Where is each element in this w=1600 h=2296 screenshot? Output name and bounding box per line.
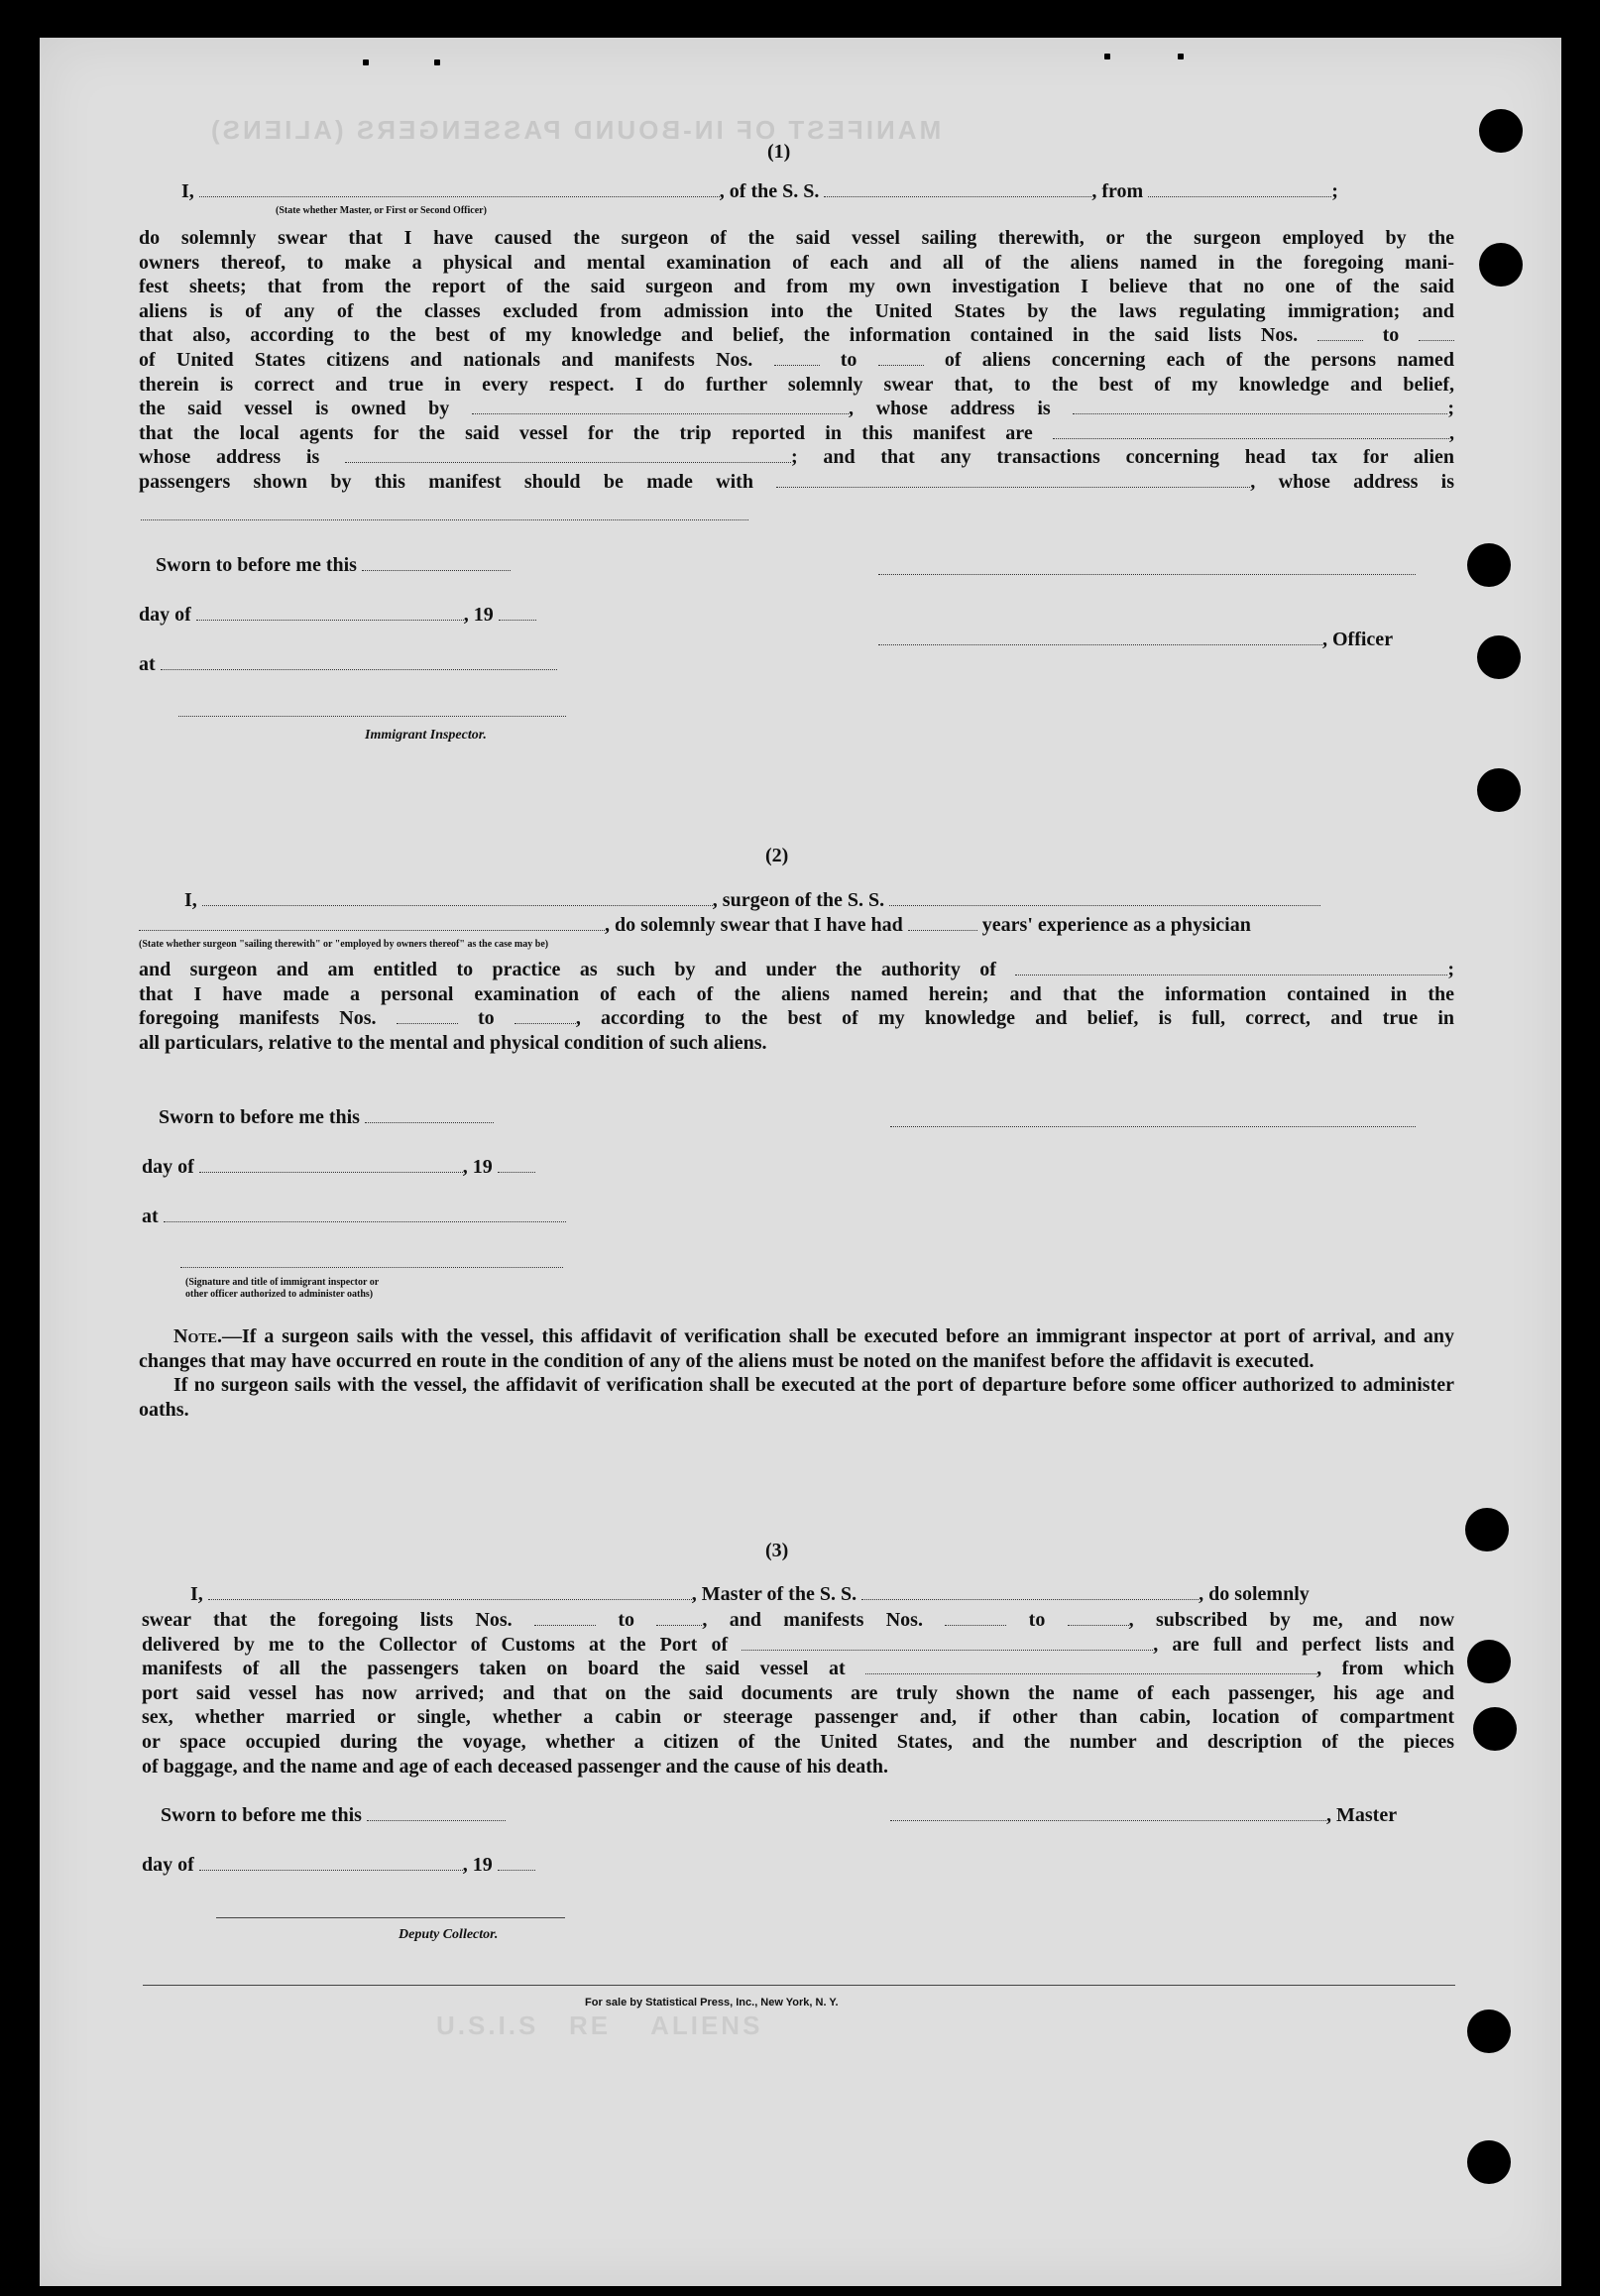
s3-sworn: Sworn to before me this (161, 1804, 506, 1827)
s1-day-field[interactable] (196, 604, 464, 621)
head-tax-contact-field[interactable] (776, 471, 1250, 488)
scan-mark (1178, 54, 1184, 59)
s2-day-of: day of , 19 (142, 1156, 535, 1179)
s1-inspector-signature-line[interactable] (178, 716, 566, 717)
bleed-through-text: MANIFEST OF IN-BOUND PASSENGERS (ALIENS) (208, 115, 942, 145)
s1-year-field[interactable] (499, 604, 536, 621)
officer-hint: (State whether Master, or First or Second Officer) (276, 205, 487, 216)
surgeon-hint: (State whether surgeon "sailing therewith" or "employed by owners thereof" as the case may be) (139, 939, 549, 950)
punch-hole (1467, 543, 1511, 587)
s3-lists-to-field[interactable] (656, 1609, 702, 1626)
s1-officer-signature-line[interactable] (878, 574, 1416, 575)
s3-sworn-date-field[interactable] (367, 1804, 506, 1821)
s2-body: and surgeon and am entitled to practice as such by and under the authority of ; that I have made a personal examination of each of the aliens named herein; and that the information contained in the foregoing manifests Nos. to , according to the best of my knowledge and belief, is full, correct, and true in all particulars, relative to the mental and physical condition of such aliens. (139, 959, 1455, 1054)
s3-master: , Master (890, 1804, 1397, 1827)
s2-sworn: Sworn to before me this (159, 1106, 494, 1129)
departure-port-field[interactable] (1148, 180, 1331, 197)
port-field[interactable] (742, 1634, 1153, 1651)
s2-manifest-from-field[interactable] (397, 1007, 458, 1024)
s2-manifest-to-field[interactable] (514, 1007, 576, 1024)
s1-inspector-label: Immigrant Inspector. (365, 728, 487, 743)
punch-hole (1477, 768, 1521, 812)
s3-manifest-from-field[interactable] (945, 1609, 1006, 1626)
s3-day-of: day of , 19 (142, 1854, 535, 1877)
s1-body: do solemnly swear that I have caused the surgeon of the said vessel sailing therewith, or the surgeon employed by the owners thereof, to make a physical and mental examination of each and all of the aliens named in the foregoing mani- fest sheets; that from the report of the said surgeon and from my own investigation I believe that no one of the said aliens is of any of the classes excluded from admission into the United States by the laws regulating immigration; and that also, according to the best of my knowledge and belief, the information contained in the said lists Nos. to of United States citizens and nationals and manifests Nos. to of aliens concerning each of the persons named therein is correct and true in every respect. I do further solemnly swear that, to the best of my knowledge and belief, the said vessel is owned by , whose address is ; that the local agents for the said vessel for the trip reported in this manifest are , whose address is ; and that any transactions concerning head tax for alien passengers shown by this manifest should be made with , whose address is (139, 227, 1455, 493)
s1-officer: , Officer (878, 629, 1393, 651)
s3-line1: I, , Master of the S. S. , do solemnly (190, 1583, 1310, 1605)
s3-collector-signature-line[interactable] (216, 1917, 565, 1918)
s2-at-field[interactable] (164, 1205, 566, 1222)
note-block: Note.—If a surgeon sails with the vessel, this affidavit of verification shall be executed before an immigrant inspector at port of arrival, and any changes that may have occurred en route in the condition of any of the aliens must be noted on the manifest before the affidavit is executed. If no surgeon sails with the vessel, the affidavit of verification shall be executed at the port of departure before some officer authorized to administer oaths. (139, 1325, 1454, 1421)
s3-collector-label: Deputy Collector. (399, 1927, 499, 1942)
owner-address-field[interactable] (1073, 398, 1447, 414)
section-3-number: (3) (765, 1540, 789, 1561)
s1-at: at (139, 653, 557, 676)
master-name-field[interactable] (208, 1583, 692, 1600)
punch-hole (1465, 1508, 1509, 1551)
s1-line1: I, , of the S. S. , from ; (181, 180, 1338, 202)
years-experience-field[interactable] (908, 914, 977, 931)
s3-day-field[interactable] (199, 1854, 463, 1871)
s1-sworn-date-field[interactable] (362, 554, 511, 571)
s2-line1: I, , surgeon of the S. S. (184, 889, 1320, 912)
s2-line2: , do solemnly swear that I have had years' experience as a physician (139, 914, 1251, 937)
vessel-name-field[interactable] (824, 180, 1091, 197)
surgeon-name-field[interactable] (202, 889, 713, 906)
s3-master-signature-field[interactable] (890, 1804, 1326, 1821)
punch-hole (1467, 2140, 1511, 2184)
surgeon-status-field[interactable] (139, 914, 605, 931)
punch-hole (1477, 635, 1521, 679)
owner-field[interactable] (472, 398, 849, 414)
s1-officer-name-field[interactable] (878, 629, 1322, 645)
lists-from-field[interactable] (1317, 324, 1363, 341)
punch-hole (1467, 1640, 1511, 1683)
authority-field[interactable] (1015, 959, 1447, 976)
s2-surgeon-signature-line[interactable] (890, 1126, 1416, 1127)
s3-year-field[interactable] (498, 1854, 535, 1871)
s2-sig-hint-2: other officer authorized to administer oaths) (185, 1289, 374, 1300)
manifest-from-field[interactable] (774, 349, 820, 366)
officer-name-field[interactable] (199, 180, 720, 197)
scan-mark (1104, 54, 1110, 59)
s1-sworn: Sworn to before me this (156, 554, 511, 577)
agents-address-field[interactable] (345, 446, 791, 463)
s3-body: swear that the foregoing lists Nos. to , and manifests Nos. to , subscribed by me, and now delivered by me to the Collector of Customs at the Port of , are full and perfect lists and manifests of all the passengers taken on board the said vessel at , from which port said vessel has now arrived; and that on the said documents are truly shown the name of each passenger, his age and sex, whether married or single, whether a cabin or steerage passenger and, if other than cabin, location of compartment or space occupied during the voyage, whether a citizen of the United States, and the number and description of the pieces of baggage, and the name and age of each deceased passenger and the cause of his death. (142, 1609, 1455, 1778)
s2-sig-hint-1: (Signature and title of immigrant inspector or (185, 1277, 380, 1288)
s3-manifest-to-field[interactable] (1068, 1609, 1129, 1626)
s2-year-field[interactable] (498, 1156, 535, 1173)
section-1-number: (1) (767, 141, 791, 163)
scan-mark (363, 59, 369, 65)
s3-lists-from-field[interactable] (534, 1609, 596, 1626)
local-agents-field[interactable] (1053, 422, 1449, 439)
manifest-to-field[interactable] (878, 349, 924, 366)
s2-day-field[interactable] (199, 1156, 463, 1173)
punch-hole (1479, 243, 1523, 287)
s2-sworn-date-field[interactable] (365, 1106, 494, 1123)
head-tax-address-field[interactable] (141, 519, 748, 520)
s3-vessel-field[interactable] (861, 1583, 1199, 1600)
s1-at-field[interactable] (161, 653, 557, 670)
punch-hole (1473, 1707, 1517, 1751)
punch-hole (1467, 2009, 1511, 2053)
footer-rule (143, 1985, 1455, 1986)
s2-at: at (142, 1205, 566, 1228)
scan-mark (434, 59, 440, 65)
punch-hole (1479, 109, 1523, 153)
s2-inspector-signature-line[interactable] (180, 1267, 563, 1268)
s2-vessel-field[interactable] (889, 889, 1320, 906)
form-page (40, 38, 1561, 2286)
bleed-through-text-2: U.S.I.S RE ALIENS (436, 2010, 763, 2040)
section-2-number: (2) (765, 845, 789, 866)
s1-day-of: day of , 19 (139, 604, 536, 627)
boarding-port-field[interactable] (865, 1658, 1316, 1674)
footer-imprint: For sale by Statistical Press, Inc., New York, N. Y. (585, 1997, 839, 2009)
lists-to-field[interactable] (1419, 324, 1454, 341)
